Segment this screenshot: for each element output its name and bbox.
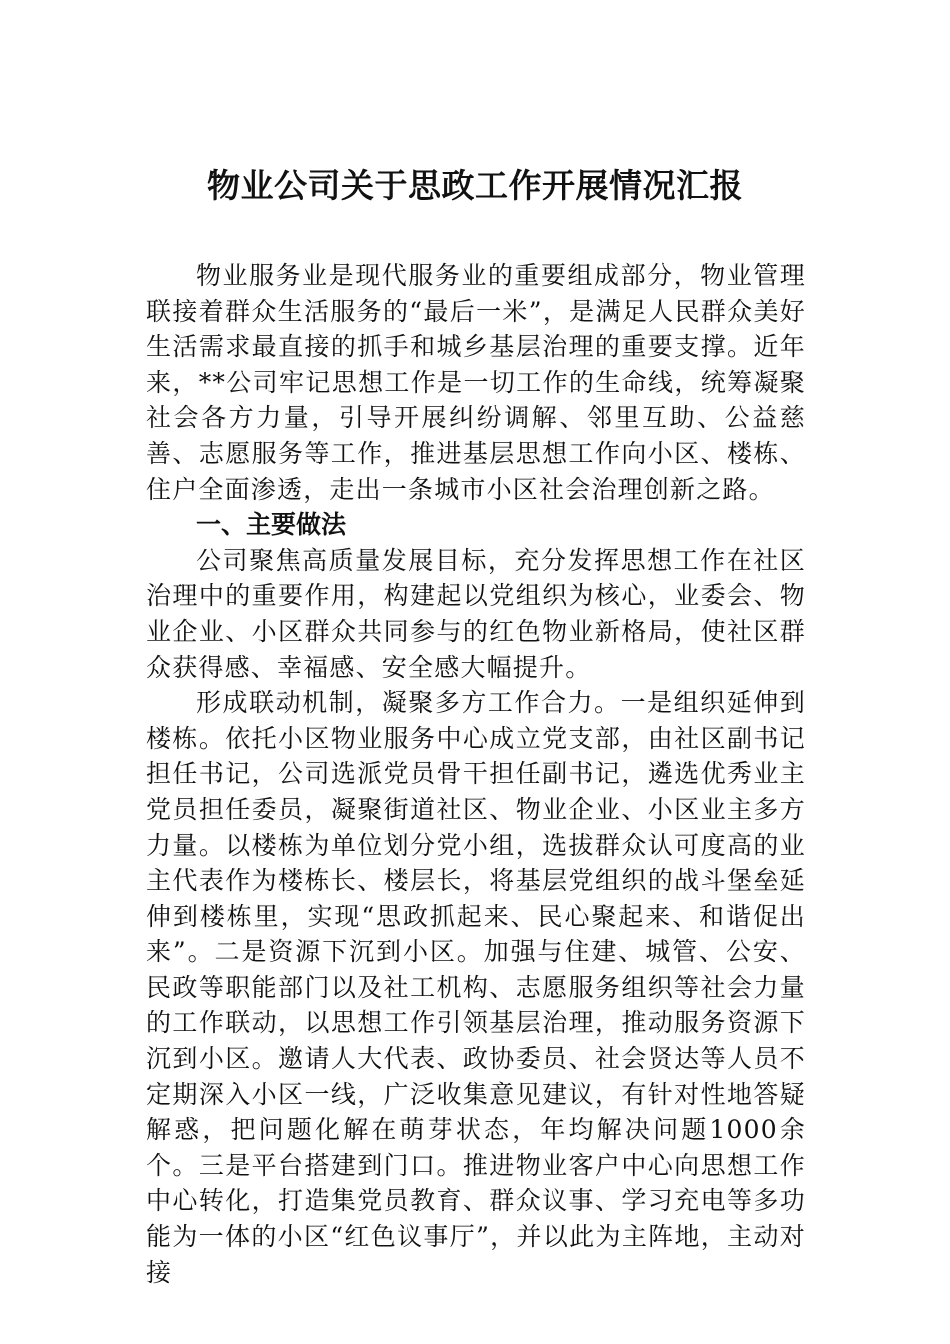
body-paragraph: 形成联动机制，凝聚多方工作合力。一是组织延伸到楼栋。依托小区物业服务中心成立党支部，由社区副书记担任书记，公司选派党员骨干担任副书记，遴选优秀业主党员担任委员，凝聚街道社区、物业企业、小区业主多方力量。以楼栋为单位划分党小组，选拔群众认可度高的业主代表作为楼栋长、楼层长，将基层党组织的战斗堡垒延伸到楼栋里，实现“思政抓起来、民心聚起来、和谐促出来”。二是资源下沉到小区。加强与住建、城管、公安、民政等职能部门以及社工机构、志愿服务组织等社会力量的工作联动，以思想工作引领基层治理，推动服务资源下沉到小区。邀请人大代表、政协委员、社会贤达等人员不定期深入小区一线，广泛收集意见建议，有针对性地答疑解惑，把问题化解在萌芽状态，年均解决问题1000余个。三是平台搭建到门口。推进物业客户中心向思想工作中心转化，打造集党员教育、群众议事、学习充电等多功能为一体的小区“红色议事厅”，并以此为主阵地，主动对接 — [146, 688, 806, 1287]
document-title: 物业公司关于思政工作开展情况汇报 — [207, 166, 743, 205]
section-heading: 一、主要做法 — [196, 510, 347, 540]
document-body — [146, 258, 806, 1290]
body-paragraph: 公司聚焦高质量发展目标，充分发挥思想工作在社区治理中的重要作用，构建起以党组织为核心，业委会、物业企业、小区群众共同参与的红色物业新格局，使社区群众获得感、幸福感、安全感大幅提升。 — [146, 545, 806, 682]
intro-paragraph: 物业服务业是现代服务业的重要组成部分，物业管理联接着群众生活服务的“最后一米”，是满足人民群众美好生活需求最直接的抓手和城乡基层治理的重要支撑。近年来，**公司牢记思想工作是一切工作的生命线，统筹凝聚社会各方力量，引导开展纠纷调解、邻里互助、公益慈善、志愿服务等工作，推进基层思想工作向小区、楼栋、住户全面渗透，走出一条城市小区社会治理创新之路。 — [146, 261, 806, 504]
